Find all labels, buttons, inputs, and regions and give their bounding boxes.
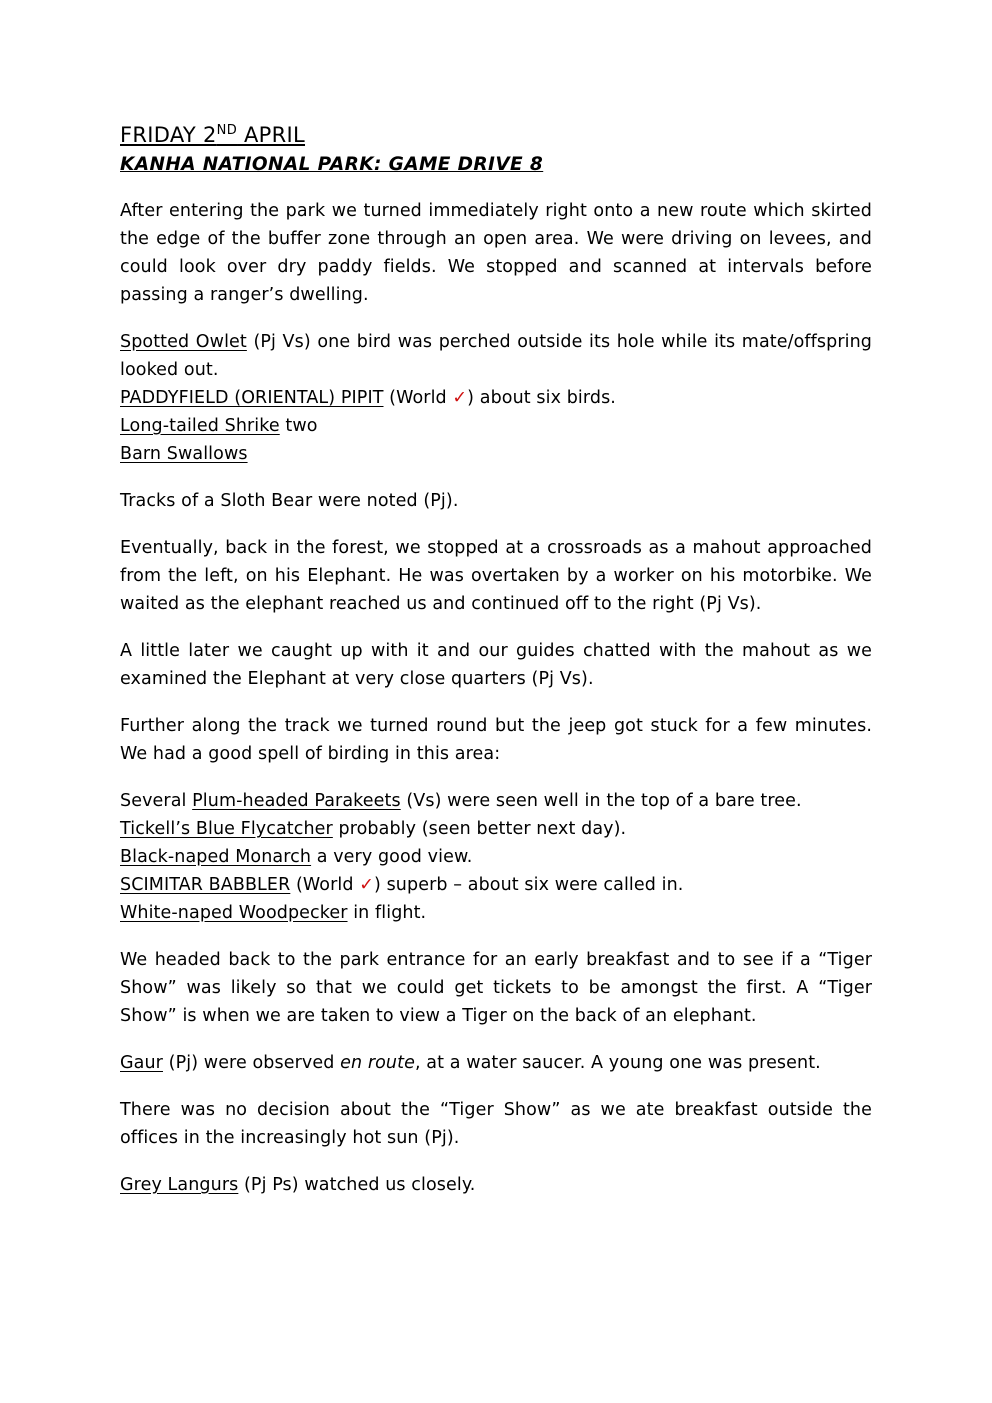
text-line [120,1175,475,1195]
text-line [120,328,872,384]
text-line [120,787,872,815]
text-line [120,843,872,871]
text-segment: , at a water saucer. A young one was present. [414,1053,821,1073]
text-segment: Further along the track we turned round but the jeep got stuck for a few minutes. We had a good spell of birding in this area: [120,716,872,764]
species-name: PADDYFIELD (ORIENTAL) PIPIT [120,388,384,408]
date-day: FRIDAY 2 [120,123,217,147]
text-line [120,871,872,899]
paragraph [120,534,872,618]
species-name: Spotted Owlet [120,332,247,352]
text-segment: (World [290,875,360,895]
paragraph [120,197,872,309]
date-month: APRIL [237,123,306,147]
text-segment: ) superb – about six were called in. [374,875,684,895]
species-name: Long-tailed Shrike [120,416,280,436]
text-segment: After entering the park we turned immediately right onto a new route which skirted the edge of the buffer zone through an open area. We were driving on levees, and could look over dry paddy fields. We stopped and scanned at intervals before passing a ranger’s dwelling. [120,201,872,305]
species-name: Black-naped Monarch [120,847,312,867]
text-segment: (Vs) were seen well in the top of a bare tree. [400,791,802,811]
text-segment: Several [120,791,193,811]
text-segment: in flight. [347,903,427,923]
checkmark-icon: ✓ [452,388,468,408]
document-page [120,120,872,1218]
species-name: Grey Langurs [120,1175,239,1195]
text-segment: a very good view. [311,847,473,867]
text-line [120,716,872,764]
text-line [120,815,872,843]
checkmark-icon: ✓ [359,875,374,895]
text-line [120,1100,872,1148]
text-line [120,384,872,412]
text-segment: A little later we caught up with it and our guides chatted with the mahout as we examined the Elephant at very close quarters (Pj Vs). [120,641,872,689]
paragraph [120,787,872,927]
text-segment: probably (seen better next day). [332,819,627,839]
text-line [120,950,872,1026]
text-line [120,899,872,927]
species-name: SCIMITAR BABBLER [120,875,291,895]
text-line [120,201,872,305]
date-suffix: ND [216,123,238,138]
paragraph [120,1049,872,1077]
text-line [120,538,872,614]
text-segment: (Pj) were observed [162,1053,341,1073]
paragraph [120,637,872,693]
text-segment: ) about six birds. [467,388,616,408]
species-name: White-naped Woodpecker [120,903,348,923]
paragraph [120,1171,872,1199]
species-name: Barn Swallows [120,444,248,464]
text-line [120,1053,821,1073]
text-line [120,440,872,468]
document-body [120,197,872,1199]
text-segment: There was no decision about the “Tiger Show” as we ate breakfast outside the offices in the increasingly hot sun (Pj). [120,1100,872,1148]
paragraph [120,1096,872,1152]
text-segment: (Pj Ps) watched us closely. [238,1175,476,1195]
species-name: Gaur [120,1053,163,1073]
text-segment: We headed back to the park entrance for an early breakfast and to see if a “Tiger Show” was likely so that we could get tickets to be amongst the first. A “Tiger Show” is when we are taken to view a Tiger on the back of an elephant. [120,950,872,1026]
paragraph [120,712,872,768]
paragraph [120,328,872,468]
paragraph [120,487,872,515]
species-name: Tickell’s Blue Flycatcher [120,819,333,839]
text-segment: Tracks of a Sloth Bear were noted (Pj). [120,491,459,511]
text-segment: (World [383,388,453,408]
text-segment: en route [340,1053,415,1073]
species-name: Plum-headed Parakeets [192,791,401,811]
text-line [120,491,459,511]
date-heading [120,120,872,150]
text-segment: Eventually, back in the forest, we stopped at a crossroads as a mahout approached from the left, on his Elephant. He was overtaken by a worker on his motorbike. We waited as the elephant reached us and continued off to the right (Pj Vs). [120,538,872,614]
text-line [120,412,872,440]
text-segment: (Pj Vs) one bird was perched outside its hole while its mate/offspring looked out. [120,332,872,380]
text-segment: two [279,416,318,436]
text-line [120,641,872,689]
paragraph [120,946,872,1030]
section-title: KANHA NATIONAL PARK: GAME DRIVE 8 [120,154,544,175]
